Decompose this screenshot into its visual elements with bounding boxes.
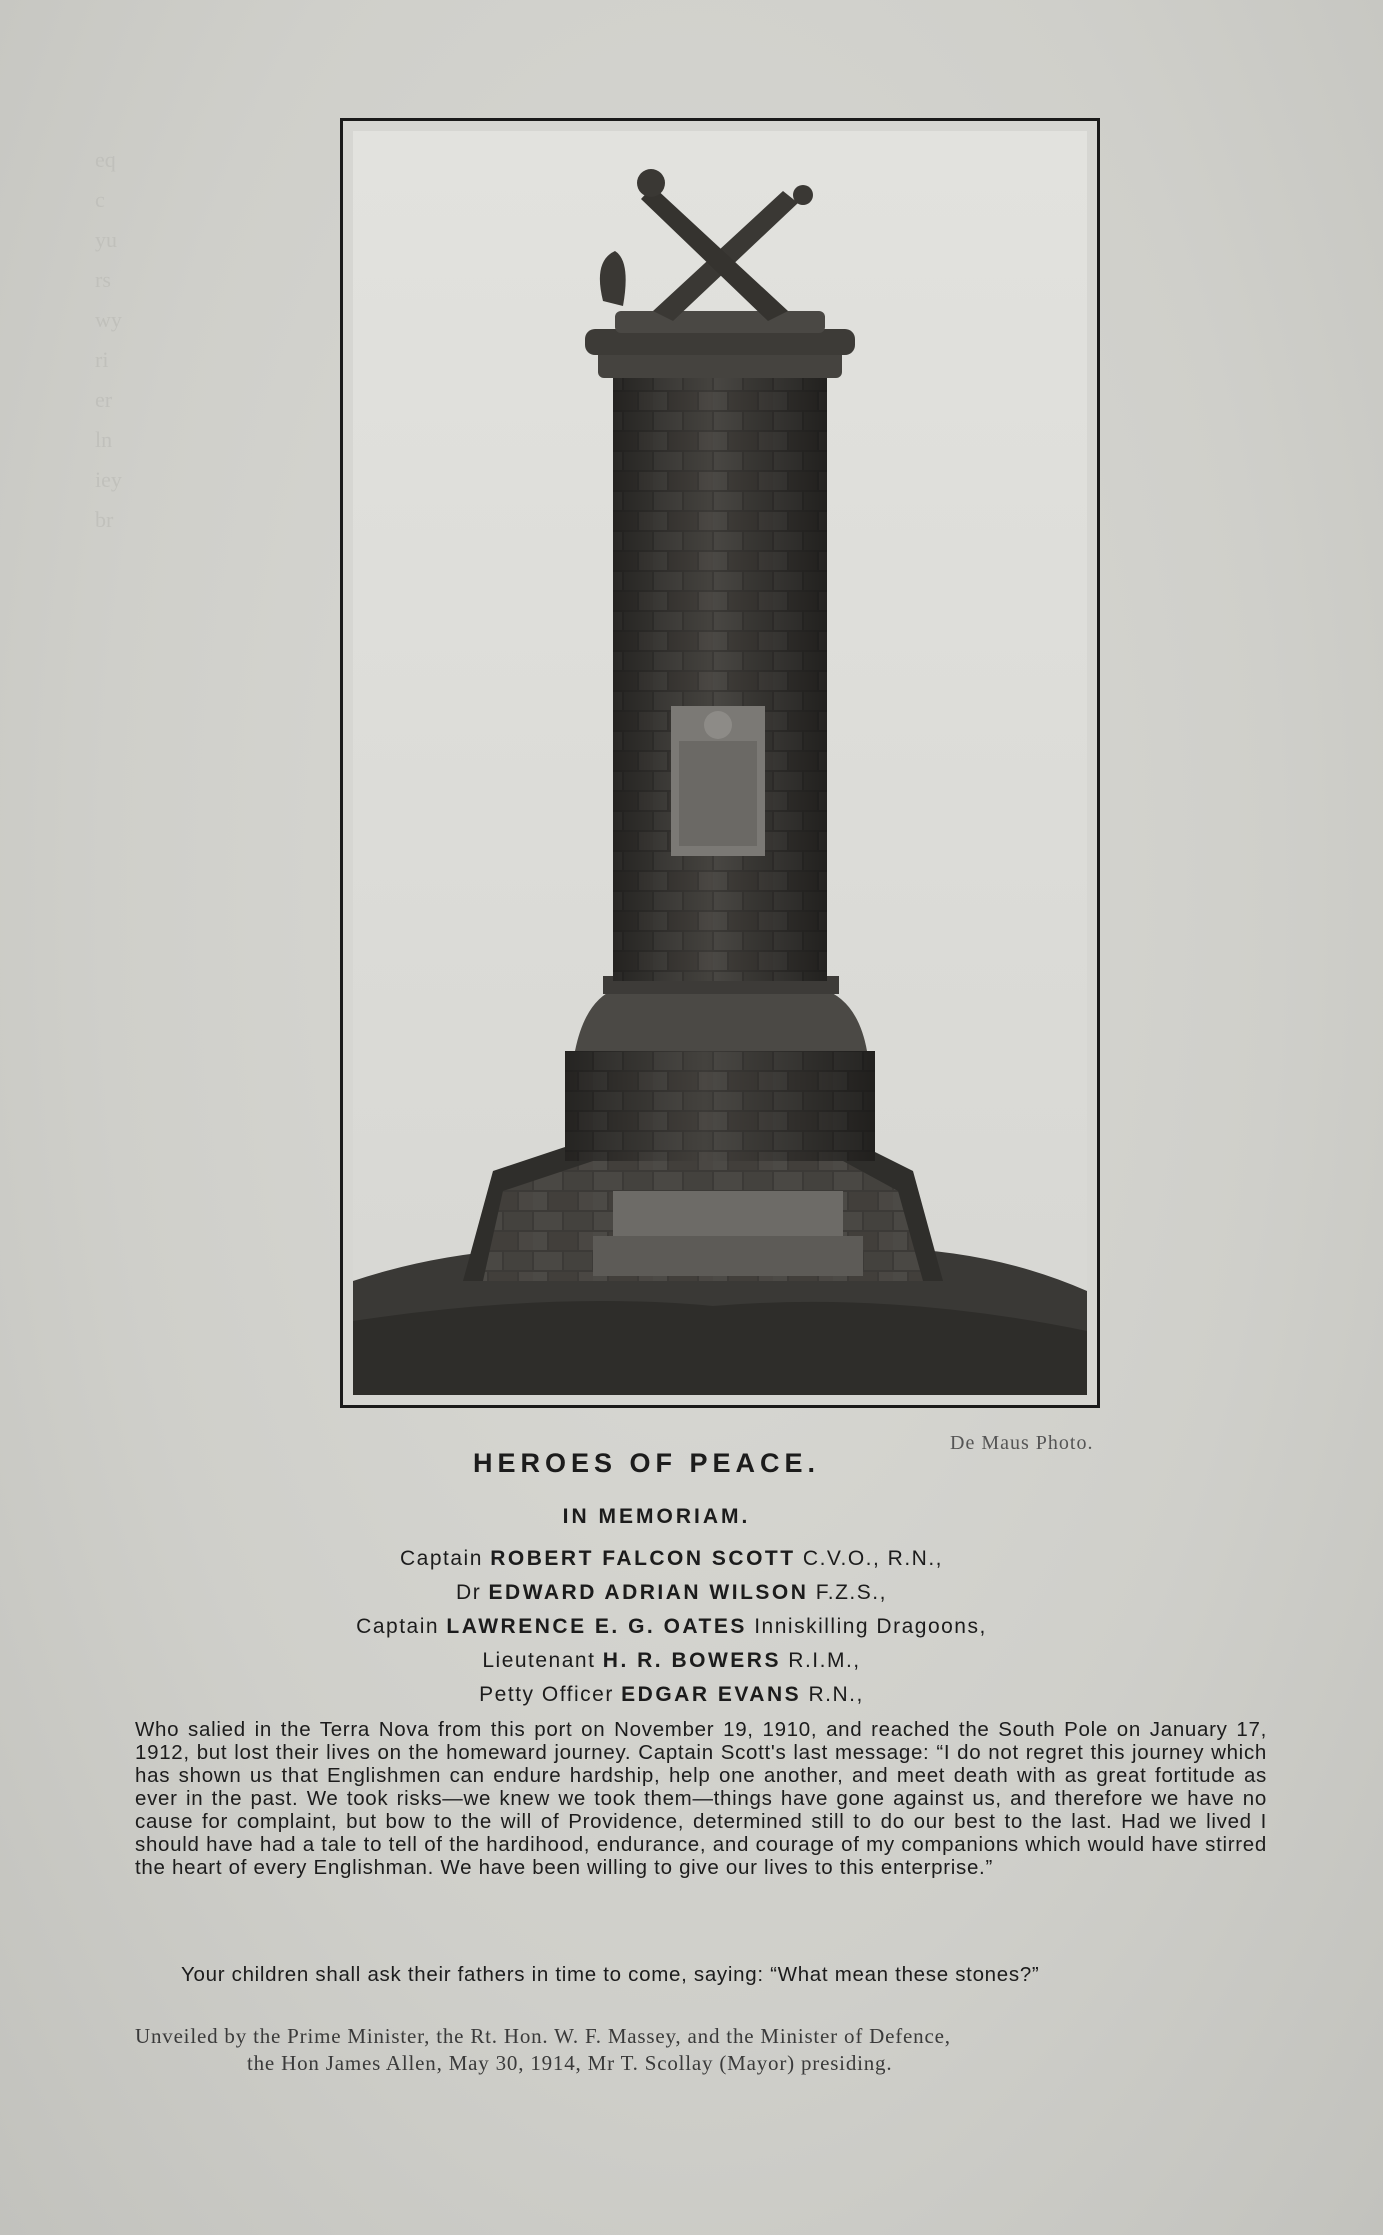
name-prefix: Captain xyxy=(400,1547,483,1570)
name-text: ROBERT FALCON SCOTT xyxy=(490,1547,796,1570)
names-list xyxy=(0,1542,1383,1712)
bleed-through-text xyxy=(95,140,185,540)
unveiling-note xyxy=(135,2023,1267,2077)
name-text: EDWARD ADRIAN WILSON xyxy=(488,1581,809,1604)
name-suffix: R.I.M., xyxy=(788,1649,861,1672)
name-entry xyxy=(0,1678,1343,1712)
bleed-line: ln xyxy=(95,427,113,452)
name-suffix: C.V.O., R.N., xyxy=(802,1547,943,1570)
bleed-line: ri xyxy=(95,347,109,372)
memorial-body-text: Who salied in the Terra Nova from this port on November 19, 1910, and reached the South Pole on January 17, 1912, but lost their lives on the homeward journey. Captain Scott's last message: “I do not regret this journey which has shown us that Englishmen can endure hardship, help one another, and meet death with as great fortitude as ever in the past. We took risks—we knew we took them—things have gone against us, and therefore we have no cause for complaint, but bow to the will of Providence, determined still to do our best to the last. Had we lived I should have had a tale to tell of the hardihood, endurance, and courage of my companions which would have stirred the heart of every Englishman. We have been willing to give our lives to this enterprise.” xyxy=(135,1718,1267,1879)
name-prefix: Petty Officer xyxy=(479,1683,614,1706)
name-text: EDGAR EVANS xyxy=(621,1683,802,1706)
name-suffix: Inniskilling Dragoons, xyxy=(754,1615,987,1638)
bleed-line: er xyxy=(95,387,113,412)
name-entry xyxy=(0,1542,1343,1576)
bleed-line: yu xyxy=(95,227,117,252)
name-prefix: Dr xyxy=(456,1581,482,1604)
bleed-line: rs xyxy=(95,267,111,292)
bleed-line: eq xyxy=(95,147,116,172)
memorial-photo-frame xyxy=(340,118,1100,1408)
name-prefix: Captain xyxy=(356,1615,440,1638)
unveiling-line-2: the Hon James Allen, May 30, 1914, Mr T. Scollay (Mayor) presiding. xyxy=(247,2051,893,2075)
name-suffix: F.Z.S., xyxy=(815,1581,887,1604)
bleed-line: iey xyxy=(95,467,122,492)
name-text: LAWRENCE E. G. OATES xyxy=(446,1615,747,1638)
name-suffix: R.N., xyxy=(808,1683,864,1706)
bleed-line: c xyxy=(95,187,105,212)
page-title: HEROES OF PEACE. xyxy=(472,1448,821,1478)
subtitle: IN MEMORIAM. xyxy=(562,1505,751,1528)
memorial-photo xyxy=(353,131,1087,1395)
name-entry xyxy=(0,1576,1343,1610)
memorial-column-illustration xyxy=(353,131,1087,1395)
bleed-line: wy xyxy=(95,307,122,332)
scripture-quote: Your children shall ask their fathers in time to come, saying: “What mean these stones?” xyxy=(181,1963,1040,1986)
bleed-line: br xyxy=(95,507,114,532)
name-text: H. R. BOWERS xyxy=(602,1649,781,1672)
unveiling-line-1: Unveiled by the Prime Minister, the Rt. Hon. W. F. Massey, and the Minister of Defence, xyxy=(135,2024,951,2048)
name-entry xyxy=(0,1610,1343,1644)
photo-credit: De Maus Photo. xyxy=(950,1432,1094,1454)
name-entry xyxy=(0,1644,1343,1678)
name-prefix: Lieutenant xyxy=(482,1649,596,1672)
